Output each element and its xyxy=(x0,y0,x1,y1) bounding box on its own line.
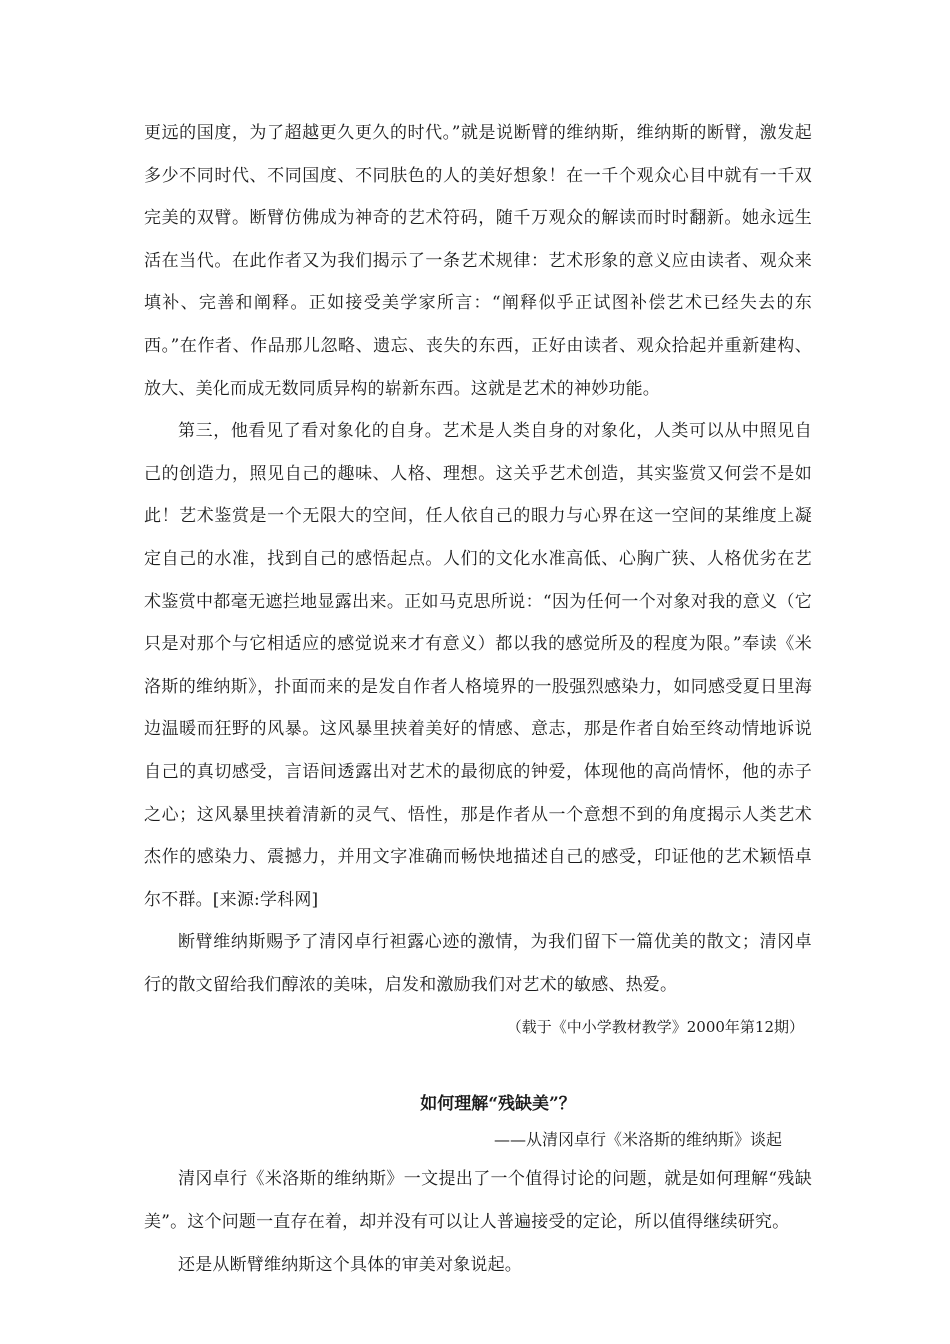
article-1 xyxy=(144,112,812,1048)
article-title: 如何理解“残缺美”？ xyxy=(420,1094,576,1115)
document-page xyxy=(144,112,812,1286)
article-subtitle: ——从清冈卓行《米洛斯的维纳斯》谈起 xyxy=(493,1130,782,1150)
paragraph-continued: 更远的国度，为了超越更久更久的时代。”就是说断臂的维纳斯，维纳斯的断臂，激发起多少不同时代、不同国度、不同肤色的人的美好想象！在一千个观众心目中就有一千双完美的双臂。断臂仿佛成为神奇的艺术符码，随千万观众的解读而时时翻新。她永远生活在当代。在此作者又为我们揭示了一条艺术规律：艺术形象的意义应由读者、观众来填补、完善和阐释。正如接受美学家所言：“阐释似乎正试图补偿艺术已经失去的东西。”在作者、作品那儿忽略、遗忘、丧失的东西，正好由读者、观众拾起并重新建构、放大、美化而成无数同质异构的崭新东西。这就是艺术的神妙功能。 xyxy=(144,123,812,399)
paragraph-start: 还是从断臂维纳斯这个具体的审美对象说起。 xyxy=(178,1254,522,1275)
paragraph-conclusion: 断臂维纳斯赐予了清冈卓行袒露心迹的激情，为我们留下一篇优美的散文；清冈卓行的散文留给我们醇浓的美味，启发和激励我们对艺术的敏感、热爱。 xyxy=(144,932,812,995)
paragraph-third-point: 第三，他看见了看对象化的自身。艺术是人类自身的对象化，人类可以从中照见自己的创造力，照见自己的趣味、人格、理想。这关乎艺术创造，其实鉴赏又何尝不是如此！艺术鉴赏是一个无限大的空间，任人依自己的眼力与心界在这一空间的某维度上凝定自己的水准，找到自己的感悟起点。人们的文化水准高低、心胸广狭、人格优劣在艺术鉴赏中都毫无遮拦地显露出来。正如马克思所说：“因为任何一个对象对我的意义（它只是对那个与它相适应的感觉说来才有意义）都以我的感觉所及的程度为限。”奉读《米洛斯的维纳斯》，扑面而来的是发自作者人格境界的一股强烈感染力，如同感受夏日里海边温暖而狂野的风暴。这风暴里挟着美好的情感、意志，那是作者自始至终动情地诉说自己的真切感受，言语间透露出对艺术的最彻底的钟爱，体现他的高尚情怀，他的赤子之心；这风暴里挟着清新的灵气、悟性，那是作者从一个意想不到的角度揭示人类艺术杰作的感染力、震撼力，并用文字准确而畅快地描述自己的感受，印证他的艺术颖悟卓尔不群。[来源:学科网] xyxy=(144,421,812,910)
paragraph-intro: 清冈卓行《米洛斯的维纳斯》一文提出了一个值得讨论的问题，就是如何理解“残缺美”。这个问题一直存在着，却并没有可以让人普遍接受的定论，所以值得继续研究。 xyxy=(144,1169,812,1233)
source-citation: （载于《中小学教材教学》2000年第12期） xyxy=(506,1018,804,1037)
article-2 xyxy=(144,1086,812,1286)
